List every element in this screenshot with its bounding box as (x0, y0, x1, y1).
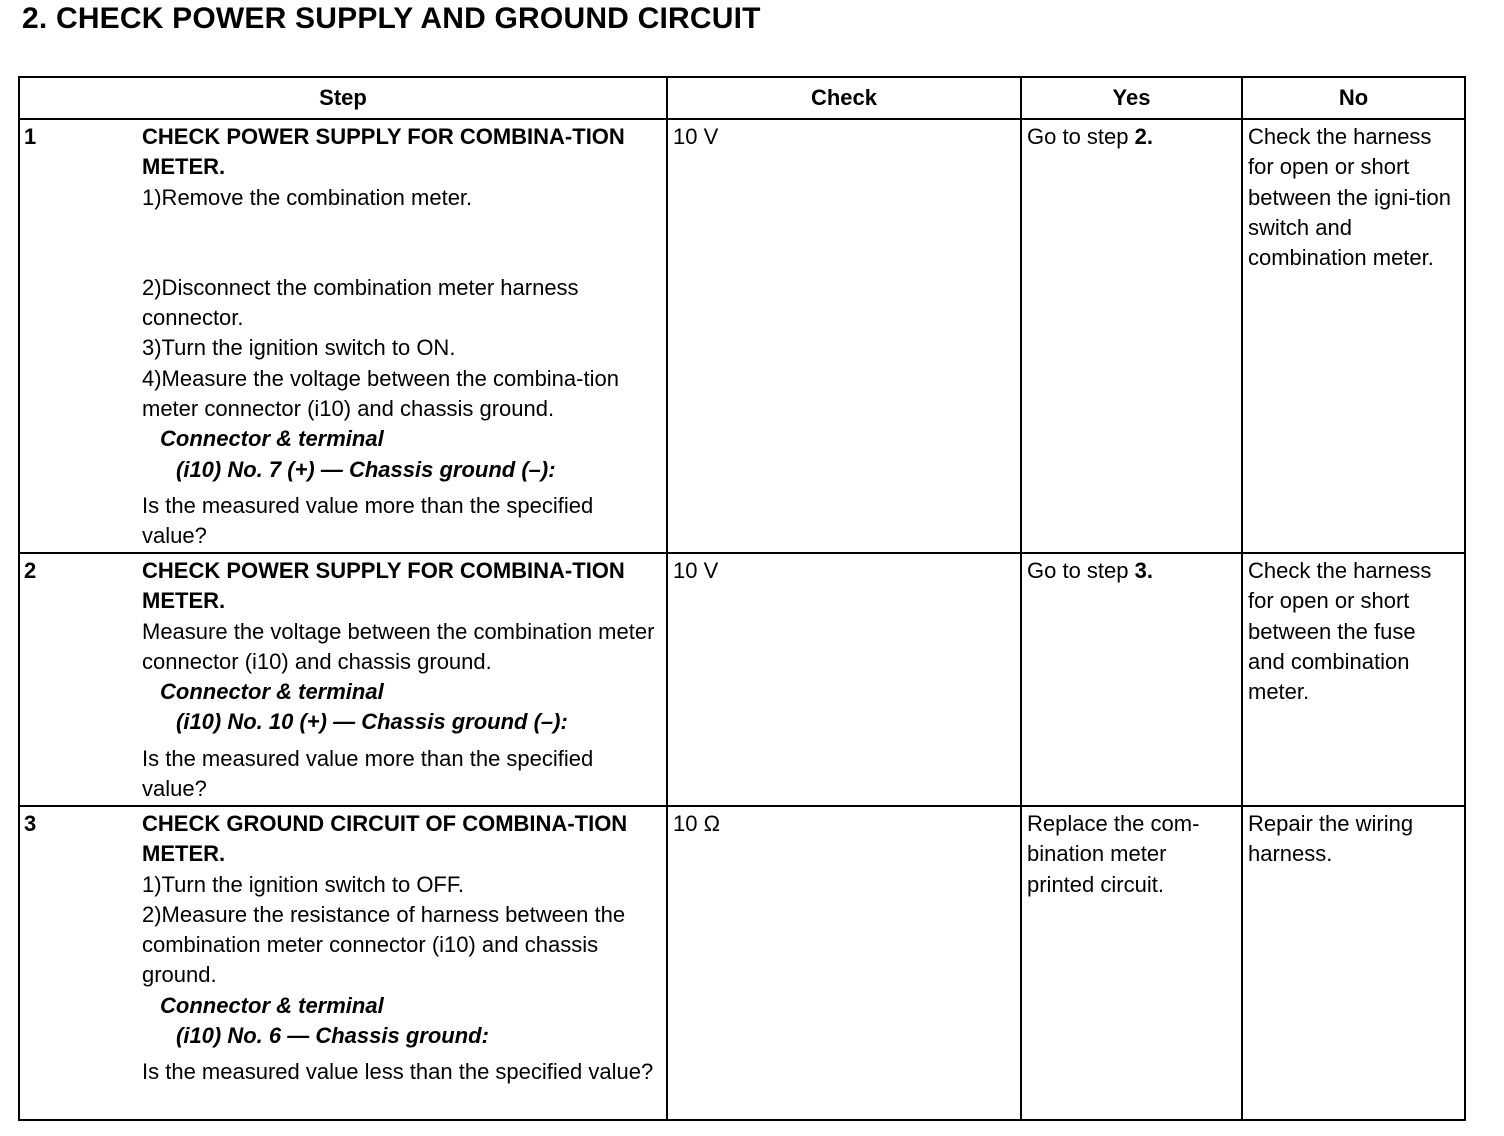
step-cell (19, 553, 667, 806)
table-row (19, 553, 1465, 806)
step-cell (19, 806, 667, 1120)
no-action: Check the harness for open or short between the igni-tion switch and combination meter. (1248, 124, 1452, 271)
spec-label: Connector & terminal (160, 426, 384, 452)
question: Is the measured value less than the specified value? (142, 1059, 654, 1085)
instruction: 2)Measure the resistance of harness between the combination meter connector (i10) and chassis ground. (142, 901, 626, 988)
step-cell (19, 119, 667, 553)
check-value: 10 Ω (673, 811, 721, 836)
header-yes: Yes (1021, 77, 1242, 119)
instruction: 3)Turn the ignition switch to ON. (142, 335, 456, 361)
step-number: 1 (24, 124, 37, 149)
spec-label: Connector & terminal (160, 992, 384, 1018)
instruction: 1)Turn the ignition switch to OFF. (142, 871, 464, 897)
page-title: 2. CHECK POWER SUPPLY AND GROUND CIRCUIT (22, 2, 761, 35)
instruction: 1)Remove the combination meter. (142, 184, 473, 210)
yes-action: Replace the com-bination meter printed circuit. (1027, 811, 1200, 897)
instruction: 2)Disconnect the combination meter harness connector. (142, 274, 579, 331)
spec-value: (i10) No. 6 — Chassis ground: (176, 1023, 489, 1049)
table-header-row (19, 77, 1465, 119)
yes-step-ref: 3. (1134, 558, 1153, 583)
table-row (19, 806, 1465, 1120)
check-value: 10 V (673, 558, 719, 583)
question: Is the measured value more than the specified value? (142, 492, 594, 549)
table-row (19, 119, 1465, 553)
header-step: Step (19, 77, 667, 119)
step-heading: CHECK POWER SUPPLY FOR COMBINA-TION METER. (142, 558, 625, 614)
spec-label: Connector & terminal (160, 679, 384, 705)
diagnostic-table (18, 76, 1466, 1121)
yes-action: Go to step 2. (1027, 124, 1153, 149)
step-heading: CHECK POWER SUPPLY FOR COMBINA-TION METER. (142, 124, 625, 180)
instruction: Measure the voltage between the combination meter connector (i10) and chassis ground. (142, 618, 655, 674)
no-action: Repair the wiring harness. (1248, 811, 1414, 867)
yes-action: Go to step 3. (1027, 558, 1153, 583)
header-no: No (1242, 77, 1465, 119)
check-value: 10 V (673, 124, 719, 149)
step-heading: CHECK GROUND CIRCUIT OF COMBINA-TION METER. (142, 811, 628, 867)
yes-step-ref: 2. (1134, 124, 1153, 149)
no-action: Check the harness for open or short between the fuse and combination meter. (1248, 558, 1432, 705)
header-check: Check (667, 77, 1021, 119)
spec-value: (i10) No. 7 (+) — Chassis ground (–): (176, 456, 556, 482)
question: Is the measured value more than the specified value? (142, 745, 594, 802)
step-number: 2 (24, 558, 37, 583)
instruction: 4)Measure the voltage between the combina-tion meter connector (i10) and chassis ground. (142, 365, 619, 422)
step-number: 3 (24, 811, 37, 836)
spec-value: (i10) No. 10 (+) — Chassis ground (–): (176, 709, 568, 735)
